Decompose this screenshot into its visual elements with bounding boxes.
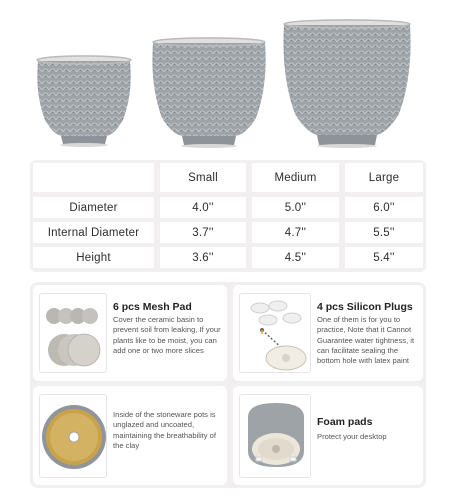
feature-description: Cover the ceramic basin to prevent soil from leaking, If your plants like to be moist, you can add one or two more slices [113,315,221,355]
table-cell: 3.6'' [160,247,246,268]
feature-silicon-plugs [233,285,423,381]
accessories-panel [30,282,426,488]
mesh-pad-icon [39,293,107,373]
textured-pot-small-icon [35,54,133,148]
feature-unglazed-interior [33,386,227,485]
table-cell: 4.5'' [252,247,339,268]
column-header-small: Small [160,163,246,192]
table-cell: 4.7'' [252,222,339,243]
foam-pad-icon [239,394,311,478]
feature-foam-pads [233,386,423,485]
pot-interior-icon [39,394,107,478]
product-photo [0,0,457,152]
table-corner [33,163,154,192]
feature-description: Protect your desktop [317,432,387,441]
column-header-medium: Medium [252,163,339,192]
table-cell: 6.0'' [345,197,423,218]
feature-description: One of them is for you to practice, Note that it Cannot Guarantee water tightness, it can facilitate sealing the bottom hole with latex paint [317,315,415,366]
column-header-large: Large [345,163,423,192]
silicon-plug-icon [239,293,311,373]
table-cell: 5.4'' [345,247,423,268]
table-cell: 5.5'' [345,222,423,243]
feature-mesh-pad [33,285,227,381]
table-cell: 5.0'' [252,197,339,218]
feature-title: 4 pcs Silicon Plugs [317,301,413,313]
textured-pot-large-icon [281,18,413,150]
feature-title: 6 pcs Mesh Pad [113,301,192,313]
row-label-diameter: Diameter [33,197,154,218]
textured-pot-medium-icon [150,36,268,150]
feature-title: Foam pads [317,416,373,428]
row-label-internal-diameter: Internal Diameter [33,222,154,243]
table-cell: 4.0'' [160,197,246,218]
size-table [30,160,426,272]
row-label-height: Height [33,247,154,268]
feature-description: Inside of the stoneware pots is unglazed and uncoated, maintaining the breathability of the clay [113,410,217,450]
table-cell: 3.7'' [160,222,246,243]
